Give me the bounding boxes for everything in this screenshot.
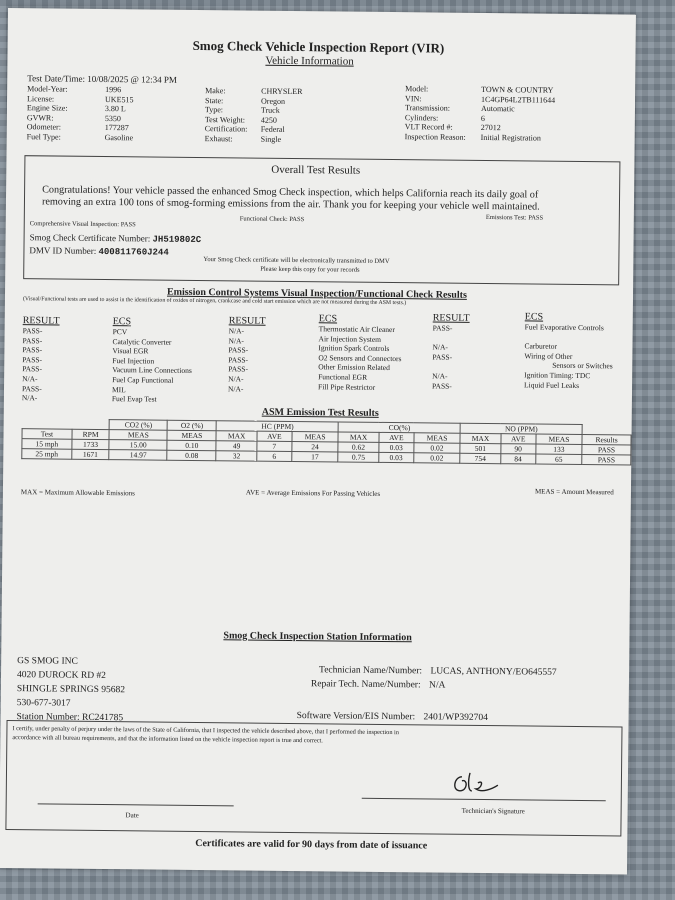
emissions-label: Emissions Test: <box>485 214 527 222</box>
legend-meas: MEAS = Amount Measured <box>534 487 614 497</box>
table-cell: 15.00 <box>109 440 167 451</box>
certify-line2: accordance with all bureau requirements, and that the information listed on the vehicle inspection report is true and correct. <box>12 734 323 745</box>
field-label: Odometer: <box>26 122 62 132</box>
ecs-col3-items <box>524 311 613 390</box>
station-address1: 4020 DUROCK RD #2 <box>16 670 106 682</box>
ecs-result: PASS- <box>432 381 452 391</box>
test-datetime-label: Test Date/Time: <box>27 73 86 84</box>
field-value: Initial Registration <box>480 132 541 143</box>
field-value: 1C4GP64L2TB111644 <box>481 94 556 105</box>
field-label: Make: <box>205 86 226 96</box>
table-cell: 754 <box>460 453 501 463</box>
ecs-item: Fill Pipe Restrictor <box>318 381 376 392</box>
field-value: Oregon <box>260 96 286 106</box>
field-value: Single <box>260 134 282 144</box>
emissions-test <box>486 214 543 222</box>
ecs-header: ECS <box>112 316 132 328</box>
ecs-item: Sensors or Switches <box>552 361 613 371</box>
software-label: Software Version/EIS Number: <box>296 711 416 723</box>
table-cell: 32 <box>216 451 257 461</box>
ecs-col1-items <box>112 316 192 405</box>
field-label: VLT Record #: <box>404 122 453 132</box>
field-value: 27012 <box>480 122 501 133</box>
column-header: MAX <box>216 431 257 441</box>
ecs-item: Ignition Spark Controls <box>318 343 390 354</box>
station-address-block <box>17 654 126 725</box>
ecs-item: PCV <box>112 327 128 337</box>
field-value: TOWN & COUNTRY <box>481 84 554 95</box>
technician <box>319 665 557 677</box>
cert-value: JH519802C <box>152 234 202 246</box>
field-label: License: <box>27 93 55 103</box>
ecs-result: PASS- <box>22 354 43 365</box>
column-header: AVE <box>379 432 414 442</box>
o2-group-header: O2 (%) <box>167 420 216 431</box>
ecs-header: ECS <box>318 313 338 325</box>
co-group-header: CO(%) <box>338 422 460 433</box>
ecs-item: Functional EGR <box>318 372 368 382</box>
table-cell: 15 mph <box>22 439 72 450</box>
ecs-result: N/A- <box>228 326 245 336</box>
ecs-result: PASS- <box>22 326 43 336</box>
column-header: Test <box>22 429 72 440</box>
field-value: 6 <box>480 113 485 123</box>
ecs-item: Liquid Fuel Leaks <box>524 379 580 390</box>
station-address2: SHINGLE SPRINGS 95682 <box>16 684 126 696</box>
ecs-result: PASS- <box>432 352 453 362</box>
field-value: UKE515 <box>105 94 134 104</box>
ecs-result: N/A- <box>228 374 244 384</box>
column-header: AVE <box>501 434 536 444</box>
functional-value: PASS <box>289 215 305 224</box>
hc-group-header: HC (PPM) <box>217 421 339 432</box>
validity-notice: Certificates are valid for 90 days from date of issuance <box>195 838 428 852</box>
field-value: 5350 <box>104 113 121 123</box>
ecs-result: N/A- <box>432 371 448 381</box>
ecs-item: Catalytic Converter <box>112 336 172 347</box>
vehicle-field <box>205 134 302 145</box>
ecs-result: N/A- <box>228 335 244 346</box>
vehicle-field <box>27 132 134 143</box>
column-header: MAX <box>460 433 501 443</box>
comprehensive-visual <box>30 220 136 228</box>
station-name: GS SMOG INC <box>17 656 78 667</box>
ecs-result: PASS- <box>228 345 249 355</box>
asm-results-table <box>21 418 631 465</box>
ecs-col2-items <box>318 313 402 392</box>
table-cell: PASS <box>582 455 631 466</box>
column-header: MEAS <box>414 433 461 443</box>
table-cell: 17 <box>292 451 339 461</box>
ecs-result: PASS- <box>22 364 43 374</box>
ecs-item: Wiring of Other <box>524 351 573 361</box>
software-version <box>297 711 488 723</box>
table-cell: 7 <box>257 441 292 451</box>
result-header: RESULT <box>432 312 470 324</box>
vehicle-info-left <box>27 84 134 142</box>
result-header: RESULT <box>228 315 266 327</box>
asm-title: ASM Emission Test Results <box>261 406 379 419</box>
table-cell: 133 <box>536 444 583 454</box>
ecs-item: Fuel Evaporative Controls <box>524 322 604 333</box>
field-label: VIN: <box>405 93 422 103</box>
legend-max: MAX = Maximum Allowable Emissions <box>20 488 135 498</box>
emissions-value: PASS <box>528 214 544 222</box>
ecs-result: PASS- <box>22 345 43 355</box>
field-label: GVWR: <box>26 112 54 122</box>
field-label: State: <box>204 95 224 105</box>
repair-tech-value: N/A <box>428 680 446 691</box>
software-value: 2401/WP392704 <box>423 712 488 724</box>
field-value: 4250 <box>260 115 277 125</box>
field-label: Type: <box>204 105 224 115</box>
dmv-note-line1: Your Smog Check certificate will be electronically transmitted to DMV <box>203 256 390 266</box>
ecs-result: PASS- <box>22 335 43 345</box>
ecs-item: Ignition Timing: TDC <box>524 370 591 381</box>
certify-line1: I certify, under penalty of perjury under the laws of the State of California, that I inspected the vehicle described above, that I performed the inspection in <box>12 725 400 737</box>
vehicle-field <box>405 132 555 143</box>
station-phone: 530-677-3017 <box>16 698 71 709</box>
dmv-note-line2: Please keep this copy for your records <box>260 265 360 274</box>
table-cell: 6 <box>257 451 292 461</box>
ecs-result: N/A- <box>227 383 244 394</box>
cert-label: Smog Check Certificate Number: <box>29 232 151 244</box>
field-label: Model-Year: <box>27 84 68 94</box>
table-cell: 25 mph <box>22 449 72 460</box>
column-header: MAX <box>338 432 379 442</box>
field-label: Engine Size: <box>26 103 68 113</box>
table-cell: 0.02 <box>414 453 461 463</box>
table-cell: 65 <box>535 454 582 464</box>
comprehensive-label: Comprehensive Visual Inspection: <box>29 220 120 229</box>
field-value: Automatic <box>480 103 515 114</box>
repair-tech-label: Repair Tech. Name/Number: <box>310 679 421 691</box>
table-cell: 0.10 <box>167 440 216 451</box>
functional-check <box>240 215 304 223</box>
ecs-result <box>432 362 469 372</box>
table-cell: 501 <box>460 443 501 453</box>
column-header: RPM <box>72 429 110 439</box>
ecs-result: N/A- <box>22 374 38 384</box>
ecs-result: N/A- <box>432 342 448 352</box>
congrats-line1: Congratulations! Your vehicle passed the enhanced Smog Check inspection, which helps California reach its daily goal of <box>42 184 539 201</box>
field-label: Exhaust: <box>204 133 233 143</box>
field-label: Transmission: <box>404 103 451 113</box>
vehicle-info-middle <box>205 86 303 144</box>
table-cell: 49 <box>216 441 257 451</box>
field-value: 1996 <box>105 85 122 95</box>
ecs-item: Fuel Injection <box>112 355 155 366</box>
ecs-result <box>433 333 470 343</box>
ecs-item: Carburetor <box>524 341 558 351</box>
repair-tech <box>311 679 446 690</box>
field-value: Federal <box>260 124 285 134</box>
report-title: Smog Check Vehicle Inspection Report (VIR) <box>192 37 445 56</box>
date-label: Date <box>125 811 139 820</box>
column-header: MEAS <box>109 430 167 441</box>
certificate-number <box>30 232 202 245</box>
technician-label: Technician Name/Number: <box>319 665 423 677</box>
ecs-header: ECS <box>524 311 544 323</box>
congrats-line2: removing an extra 100 tons of smog-forming emissions from the air. Thank you for keeping your vehicle well maintained. <box>41 196 540 213</box>
ecs-subtitle: (Visual/Functional tests are used to assist in the identification of oxides of nitrogen, crankcase and cold start emission which are not measured during the ASM tests.) <box>22 296 407 307</box>
ecs-result: PASS- <box>228 364 249 374</box>
ecs-item: Fuel Cap Functional <box>112 375 174 385</box>
field-value: CHRYSLER <box>261 86 303 97</box>
field-label: Test Weight: <box>204 114 246 124</box>
table-cell: 14.97 <box>109 450 167 461</box>
column-header: AVE <box>257 431 292 441</box>
dmv-label: DMV ID Number: <box>29 245 97 256</box>
table-cell: 0.08 <box>167 450 216 461</box>
overall-results-title: Overall Test Results <box>271 163 361 177</box>
ecs-item: O2 Sensors and Connectors <box>318 353 402 363</box>
ecs-item: Vacuum Line Connections <box>112 365 192 376</box>
table-cell: 90 <box>501 444 536 454</box>
ecs-item: Visual EGR <box>112 346 149 356</box>
field-value: 177287 <box>104 123 129 133</box>
column-header: MEAS <box>536 434 583 444</box>
ecs-item: Air Injection System <box>318 333 382 344</box>
no-group-header: NO (PPM) <box>460 423 582 434</box>
table-cell: 0.03 <box>379 442 414 452</box>
field-value: Truck <box>260 105 280 115</box>
table-cell: PASS <box>582 445 631 456</box>
test-datetime-value: 10/08/2025 @ 12:34 PM <box>87 73 177 85</box>
station-title: Smog Check Inspection Station Information <box>223 630 412 644</box>
technician-value: LUCAS, ANTHONY/EO645557 <box>430 666 557 678</box>
column-header: Results <box>582 435 631 446</box>
ecs-item: Thermostatic Air Cleaner <box>318 324 395 335</box>
table-cell: 0.02 <box>414 443 461 453</box>
comprehensive-value: PASS <box>120 221 136 229</box>
legend-ave: AVE = Average Emissions For Passing Vehicles <box>245 488 381 498</box>
ecs-result: PASS- <box>432 323 453 333</box>
ecs-item: Other Emission Related <box>318 362 390 373</box>
ecs-result: PASS- <box>21 383 42 393</box>
ecs-col2-results <box>228 315 266 394</box>
table-cell: 84 <box>501 454 536 464</box>
functional-label: Functional Check: <box>239 215 288 223</box>
column-header: MEAS <box>292 431 339 441</box>
table-cell: 0.75 <box>338 452 379 462</box>
column-header: MEAS <box>167 430 216 441</box>
ecs-title: Emission Control Systems Visual Inspection/Functional Check Results <box>166 286 467 301</box>
vehicle-info-heading: Vehicle Information <box>265 54 354 68</box>
dmv-id <box>29 245 168 257</box>
technician-signature <box>448 769 502 800</box>
vir-document <box>0 8 636 875</box>
result-header: RESULT <box>22 315 60 327</box>
field-label: Inspection Reason: <box>404 131 466 142</box>
ecs-result: PASS- <box>228 355 249 365</box>
vehicle-info-right <box>405 84 556 143</box>
ecs-item: MIL <box>111 384 126 394</box>
field-value: Gasoline <box>104 132 134 142</box>
field-value: 3.80 L <box>104 104 126 114</box>
dmv-value: 400811760J244 <box>98 246 169 258</box>
signature-label: Technician's Signature <box>461 806 525 816</box>
table-cell: 1733 <box>72 439 110 449</box>
table-cell: 1671 <box>72 449 110 459</box>
station-number-value: RC241785 <box>81 712 124 724</box>
ecs-col3-results <box>432 312 470 391</box>
co2-group-header: CO2 (%) <box>109 420 167 431</box>
table-cell: 0.62 <box>338 442 379 452</box>
field-label: Certification: <box>204 124 248 134</box>
station-number-label: Station Number: <box>16 712 80 723</box>
table-cell: 0.03 <box>379 452 414 462</box>
field-label: Model: <box>405 84 429 94</box>
ecs-col1-results <box>22 315 60 403</box>
table-cell: 24 <box>292 441 339 451</box>
field-label: Cylinders: <box>404 112 439 123</box>
ecs-item: Fuel Evap Test <box>111 394 157 404</box>
field-label: Fuel Type: <box>26 131 61 142</box>
test-datetime <box>27 73 177 85</box>
ecs-result: N/A- <box>21 393 38 403</box>
